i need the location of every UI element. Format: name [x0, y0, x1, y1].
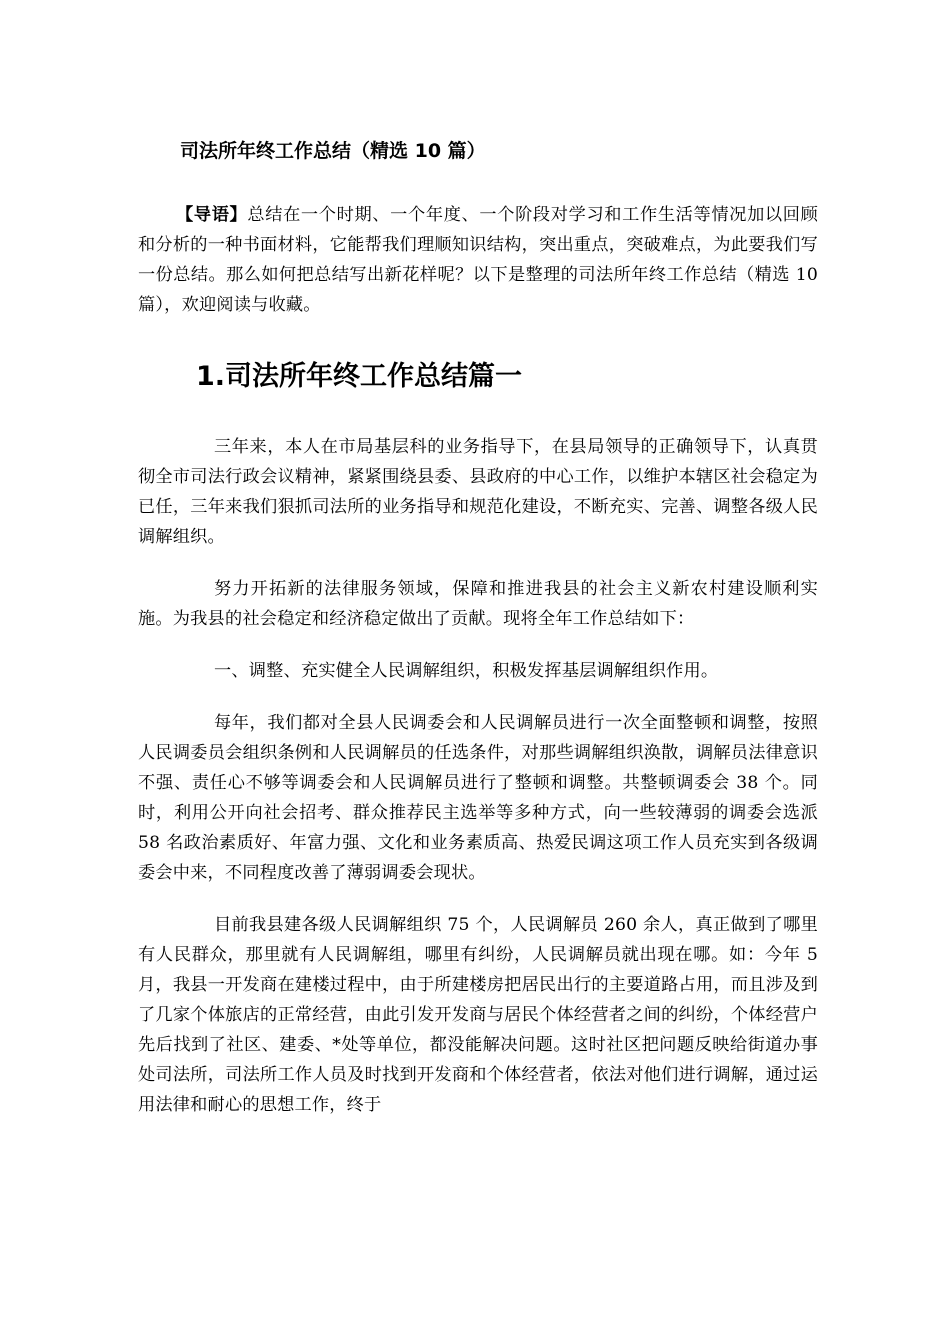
- section-body: [138, 432, 818, 1142]
- body-paragraph-3: 一、调整、充实健全人民调解组织，积极发挥基层调解组织作用。: [214, 661, 719, 681]
- body-paragraph-1: 三年来，本人在市局基层科的业务指导下，在县局领导的正确领导下，认真贯彻全市司法行政会议精神，紧紧围绕县委、县政府的中心工作，以维护本辖区社会稳定为已任，三年来我们狠抓司法所的业务指导和规范化建设，不断充实、完善、调整各级人民调解组织。: [138, 437, 818, 547]
- intro-section: [138, 200, 818, 320]
- intro-text: 总结在一个时期、一个年度、一个阶段对学习和工作生活等情况加以回顾和分析的一种书面材料，它能帮我们理顺知识结构，突出重点，突破难点，为此要我们写一份总结。那么如何把总结写出新花样呢？以下是整理的司法所年终工作总结（精选 10 篇），欢迎阅读与收藏。: [138, 205, 818, 315]
- body-paragraph-4: 每年，我们都对全县人民调委会和人民调解员进行一次全面整顿和调整，按照人民调委员会组织条例和人民调解员的任选条件，对那些调解组织涣散，调解员法律意识不强、责任心不够等调委会和人民调解员进行了整顿和调整。共整顿调委会 38 个。同时，利用公开向社会招考、群众推荐民主选举等多种方式，向一些较薄弱的调委会选派 58 名政治素质好、年富力强、文化和业务素质高、热爱民调这项工作人员充实到各级调委会中来，不同程度改善了薄弱调委会现状。: [138, 713, 818, 883]
- section-heading: 1.司法所年终工作总结篇一: [196, 361, 523, 392]
- intro-paragraph: [138, 200, 818, 320]
- body-paragraph-2: 努力开拓新的法律服务领域，保障和推进我县的社会主义新农村建设顺利实施。为我县的社会稳定和经济稳定做出了贡献。现将全年工作总结如下：: [138, 579, 818, 629]
- intro-label: 【导语】: [176, 205, 248, 225]
- body-paragraph-5: 目前我县建各级人民调解组织 75 个，人民调解员 260 余人，真正做到了哪里有人民群众，那里就有人民调解组，哪里有纠纷，人民调解员就出现在哪。如：今年 5 月，我县一开发商在建楼过程中，由于所建楼房把居民出行的主要道路占用，而且涉及到了几家个体旅店的正常经营，由此引发开发商与居民个体经营者之间的纠纷，个体经营户先后找到了社区、建委、*处等单位，都没能解决问题。这时社区把问题反映给街道办事处司法所，司法所工作人员及时找到开发商和个体经营者，依法对他们进行调解，通过运用法律和耐心的思想工作，终于: [138, 915, 818, 1115]
- document-title: 司法所年终工作总结（精选 10 篇）: [180, 140, 486, 162]
